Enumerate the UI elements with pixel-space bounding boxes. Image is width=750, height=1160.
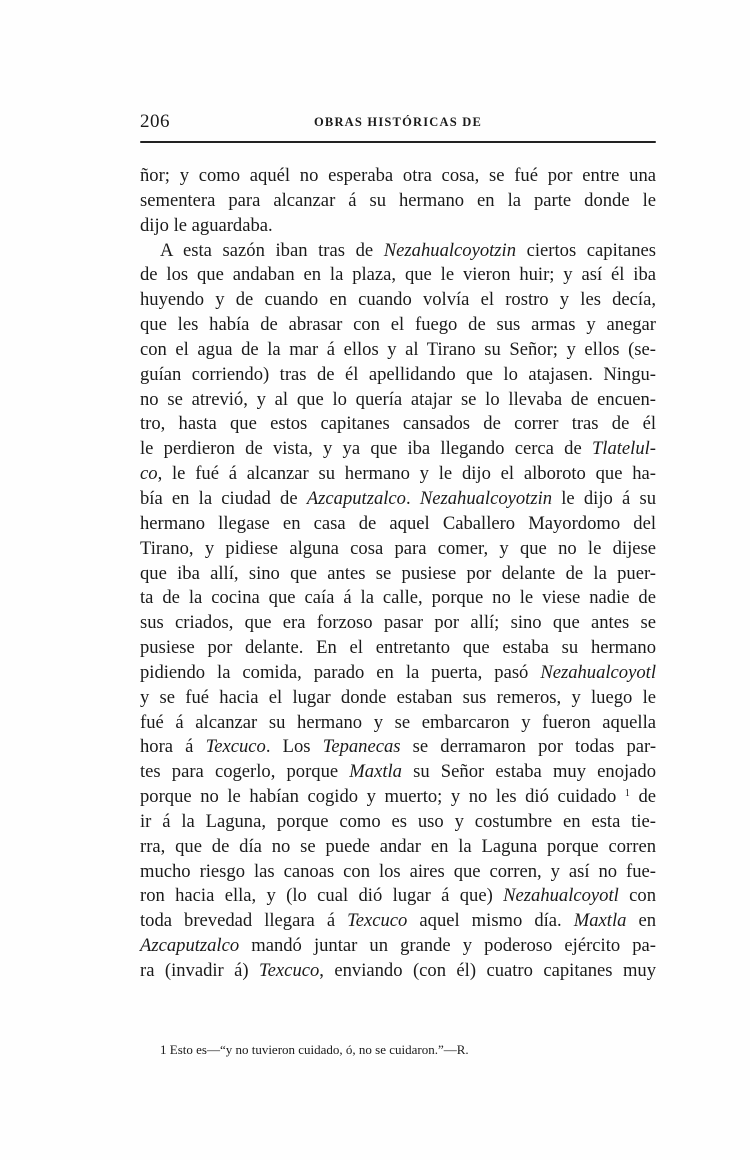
text-run: con [618, 885, 657, 907]
text-line [140, 959, 656, 984]
text-line [140, 785, 656, 810]
text-line [140, 288, 656, 313]
text-run: tes para cogerlo, porque [140, 761, 350, 783]
italic-name: Texcuco [259, 960, 320, 981]
text-run: se derramaron por todas par- [400, 736, 657, 758]
text-run: huyendo y de cuando en cuando volvía el rostro y les decía, [140, 289, 656, 311]
text-line [140, 711, 656, 736]
text-line [140, 537, 656, 562]
body-text [140, 164, 656, 984]
text-line [140, 189, 656, 214]
text-run: hora á [140, 736, 206, 758]
italic-name: Nezahualcoyotl [503, 885, 619, 907]
italic-name: Tepanecas [322, 736, 401, 758]
text-run: , le fué á alcanzar su hermano y le dijo el alboroto que ha- [157, 463, 656, 485]
text-run: de los que andaban en la plaza, que le vieron huir; y así él iba [140, 264, 656, 286]
text-line [140, 810, 656, 835]
text-line [140, 586, 656, 611]
text-run: que les había de abrasar con el fuego de sus armas y anegar [140, 314, 656, 336]
text-run: y se fué hacia el lugar donde estaban sus remeros, y luego le [140, 686, 656, 708]
text-run: bía en la ciudad de [140, 487, 307, 509]
italic-name: Nezahualcoyotzin [383, 239, 516, 261]
text-run: sementera para alcanzar á su hermano en la parte donde le [140, 189, 656, 211]
text-run: ron hacia ella, y (lo cual dió lugar á que) [140, 885, 504, 907]
text-line [140, 909, 656, 934]
text-line [140, 437, 656, 462]
text-run: mandó juntar un grande y poderoso ejército pa- [239, 935, 656, 957]
text-run: pusiese por delante. En el entretanto que estaba su hermano [140, 637, 656, 659]
text-run: porque no le habían cogido y muerto; y no les dió cuidado [140, 786, 625, 808]
footnote [160, 1042, 469, 1058]
text-run: que iba allí, sino que antes se pusiese por delante de la puer- [140, 562, 656, 584]
text-run: le dijo á su [552, 487, 656, 509]
text-run: , enviando (con él) cuatro capitanes muy [319, 960, 657, 981]
text-line [140, 462, 656, 487]
text-run: guían corriendo) tras de él apellidando que lo atajasen. Ningu- [140, 363, 656, 385]
text-run: de [629, 786, 657, 808]
text-line [140, 686, 656, 711]
text-run: tro, hasta que estos capitanes cansados de correr tras de él [140, 413, 656, 435]
text-line [140, 735, 656, 760]
text-line [140, 164, 656, 189]
italic-name: Texcuco [205, 736, 266, 758]
italic-name: Azcaputzalco [140, 935, 240, 957]
text-line [140, 214, 656, 239]
text-line [140, 611, 656, 636]
text-line [140, 661, 656, 686]
italic-name: Maxtla [573, 910, 627, 932]
text-line [140, 338, 656, 363]
text-line [140, 263, 656, 288]
text-run: le perdieron de vista, y ya que iba llegando cerca de [140, 438, 592, 460]
text-line [140, 884, 656, 909]
text-run: A esta sazón iban tras de [160, 239, 384, 261]
italic-name: Maxtla [349, 761, 402, 783]
text-run: en [626, 910, 657, 932]
text-run: fué á alcanzar su hermano y se embarcaron y fueron aquella [140, 711, 656, 733]
text-run: ñor; y como aquél no esperaba otra cosa, se fué por entre una [140, 165, 656, 186]
text-line [140, 636, 656, 661]
footnote-marker: 1 [160, 1042, 167, 1057]
text-run: ciertos capitanes [516, 239, 656, 261]
text-line [140, 363, 656, 388]
text-run: sus criados, que era forzoso pasar por allí; sino que antes se [140, 612, 656, 634]
italic-name: Texcuco [347, 910, 408, 932]
italic-name: Nezahualcoyotzin [419, 487, 553, 509]
text-run: . Los [265, 736, 323, 758]
italic-name: co [140, 463, 158, 485]
text-line [140, 860, 656, 885]
text-run: hermano llegase en casa de aquel Caballero Mayordomo del [140, 512, 656, 534]
text-run: no se atrevió, y al que lo quería atajar se lo llevaba de encuen- [140, 388, 656, 410]
text-run: su Señor estaba muy enojado [401, 761, 657, 783]
text-line [140, 512, 656, 537]
italic-name: Tlatelul- [591, 438, 656, 460]
running-head [140, 111, 656, 135]
footnote-reference: 1 [624, 788, 630, 800]
header-rule [140, 141, 656, 143]
page-number: 206 [140, 111, 170, 132]
text-line [140, 239, 656, 264]
text-run: ra (invadir á) [140, 960, 260, 981]
running-title: OBRAS HISTÓRICAS DE [314, 115, 482, 129]
text-line [140, 835, 656, 860]
italic-name: Azcaputzalco [306, 487, 406, 509]
text-run: aquel mismo día. [407, 910, 574, 932]
text-run: Tirano, y pidiese alguna cosa para comer, y que no le dijese [140, 537, 656, 559]
text-run: con el agua de la mar á ellos y al Tirano su Señor; y ellos (se- [140, 338, 656, 360]
text-run: pidiendo la comida, parado en la puerta, pasó [140, 661, 541, 683]
text-line [140, 562, 656, 587]
text-line [140, 388, 656, 413]
text-line [140, 760, 656, 785]
text-line [140, 313, 656, 338]
text-run: dijo le aguardaba. [140, 214, 273, 236]
text-run: ir á la Laguna, porque como es uso y costumbre en esta tie- [140, 810, 656, 832]
text-run: . [405, 487, 420, 509]
footnote-text: Esto es—“y no tuvieron cuidado, ó, no se cuidaron.”—R. [166, 1042, 469, 1057]
text-run: mucho riesgo las canoas con los aires que corren, y así no fue- [140, 860, 656, 882]
text-run: ta de la cocina que caía á la calle, porque no le viese nadie de [140, 587, 656, 609]
text-line [140, 412, 656, 437]
text-line [140, 487, 656, 512]
text-run: toda brevedad llegara á [140, 910, 348, 932]
text-run: rra, que de día no se puede andar en la Laguna porque corren [140, 835, 656, 857]
text-line [140, 934, 656, 959]
italic-name: Nezahualcoyotl [540, 661, 656, 683]
